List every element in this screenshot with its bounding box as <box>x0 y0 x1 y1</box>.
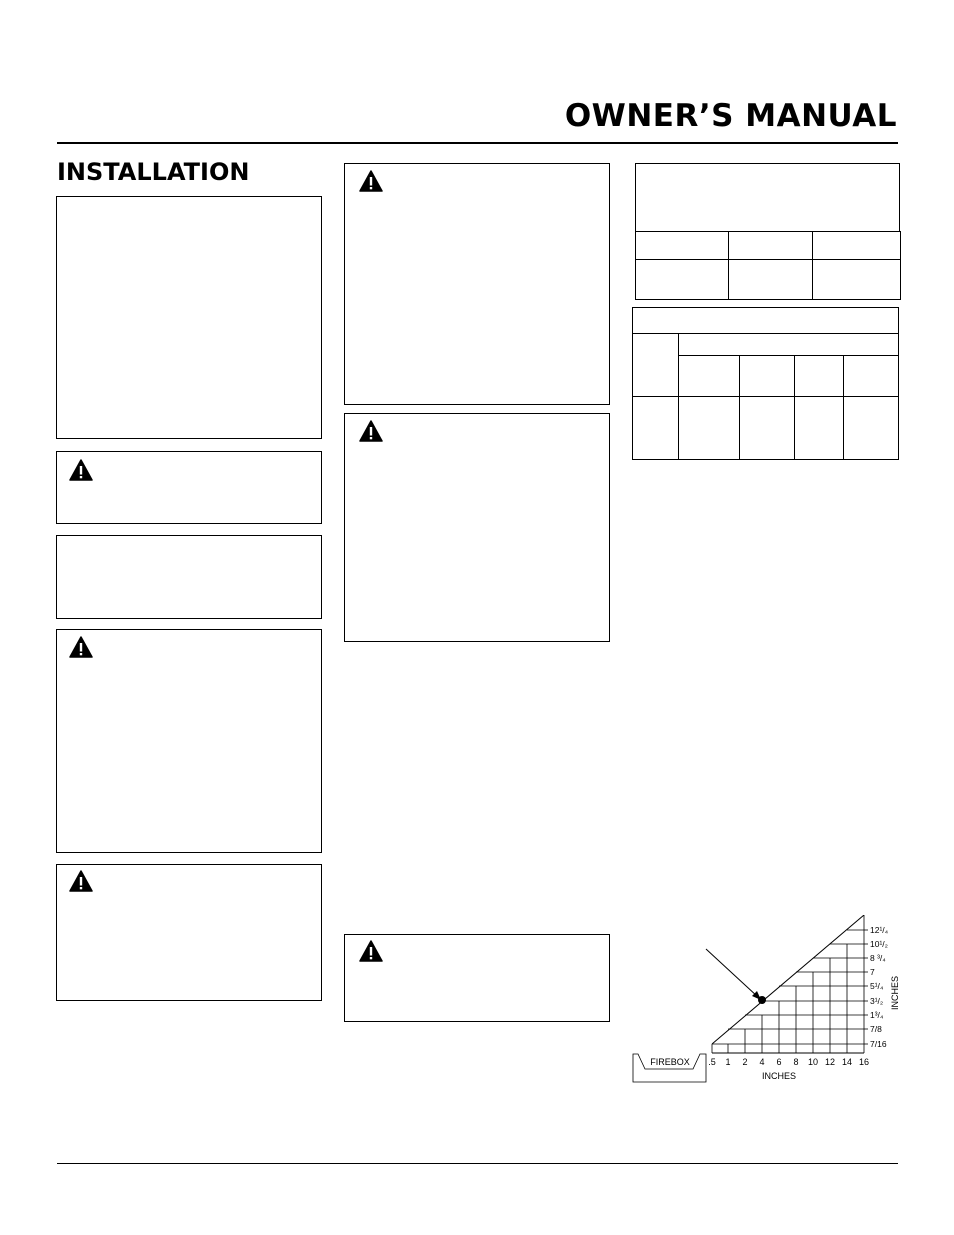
spec-table-header-box <box>635 163 900 232</box>
x-axis-ticks <box>708 1057 869 1067</box>
warning-box <box>344 413 610 642</box>
table-cell <box>729 260 813 300</box>
header-rule <box>57 142 898 144</box>
warning-triangle-icon <box>69 636 93 658</box>
x-tick-label: 16 <box>858 1057 870 1067</box>
table-cell <box>679 397 740 460</box>
pointer-line <box>706 949 758 997</box>
table-cell <box>679 356 740 397</box>
clearance-table <box>632 307 899 460</box>
warning-box <box>56 629 322 853</box>
warning-box <box>56 864 322 1001</box>
manual-title: OWNER’S MANUAL <box>564 98 897 134</box>
y-tick-label: 5¹/₄ <box>870 981 884 991</box>
warning-triangle-icon <box>69 459 93 481</box>
slope-line <box>712 915 864 1044</box>
y-tick-label: 7/16 <box>870 1039 887 1049</box>
warning-box <box>344 163 610 405</box>
diagram-grid <box>712 915 864 1053</box>
warning-triangle-icon <box>69 870 93 892</box>
y-tick-label: 8 ³/₄ <box>870 953 886 963</box>
table-cell <box>844 356 899 397</box>
warning-box <box>344 934 610 1022</box>
y-tick-label: 7 <box>870 967 875 977</box>
x-tick-label: 1 <box>725 1057 731 1067</box>
table-cell <box>679 334 899 356</box>
x-tick-label: 12 <box>824 1057 836 1067</box>
y-tick-label: 10¹/₂ <box>870 939 888 949</box>
x-tick-label: 10 <box>807 1057 819 1067</box>
warning-triangle-icon <box>359 420 383 442</box>
x-tick-label: 8 <box>793 1057 799 1067</box>
table-cell <box>740 397 795 460</box>
table-cell <box>729 232 813 260</box>
y-axis-label: INCHES <box>890 975 900 1011</box>
table-cell <box>633 308 899 334</box>
y-tick-label: 12¹/₄ <box>870 925 889 935</box>
x-tick-label: 4 <box>759 1057 765 1067</box>
table-cell <box>740 356 795 397</box>
warning-box <box>56 451 322 524</box>
table-cell <box>633 397 679 460</box>
table-cell <box>813 260 901 300</box>
reference-point <box>758 996 766 1004</box>
y-tick-label: 1³/₄ <box>870 1010 884 1020</box>
section-title: INSTALLATION <box>57 158 250 186</box>
firebox-label: FIREBOX <box>650 1057 690 1067</box>
table-cell <box>795 356 844 397</box>
warning-triangle-icon <box>359 940 383 962</box>
clearance-diagram <box>630 915 920 1085</box>
x-tick-label: 14 <box>841 1057 853 1067</box>
x-tick-label: 6 <box>776 1057 782 1067</box>
y-tick-label: 7/8 <box>870 1024 882 1034</box>
x-tick-label: 2 <box>742 1057 748 1067</box>
notice-box <box>56 535 322 619</box>
spec-table <box>635 231 901 300</box>
warning-triangle-icon <box>359 170 383 192</box>
x-tick-label: .5 <box>708 1057 716 1067</box>
notice-box <box>56 196 322 439</box>
table-cell <box>633 334 679 397</box>
table-cell <box>636 260 729 300</box>
y-tick-label: 3¹/₂ <box>870 996 884 1006</box>
x-axis-label: INCHES <box>761 1071 797 1081</box>
table-cell <box>795 397 844 460</box>
footer-rule <box>57 1163 898 1164</box>
y-axis-ticks <box>864 925 889 1049</box>
table-cell <box>813 232 901 260</box>
table-cell <box>636 232 729 260</box>
table-cell <box>844 397 899 460</box>
